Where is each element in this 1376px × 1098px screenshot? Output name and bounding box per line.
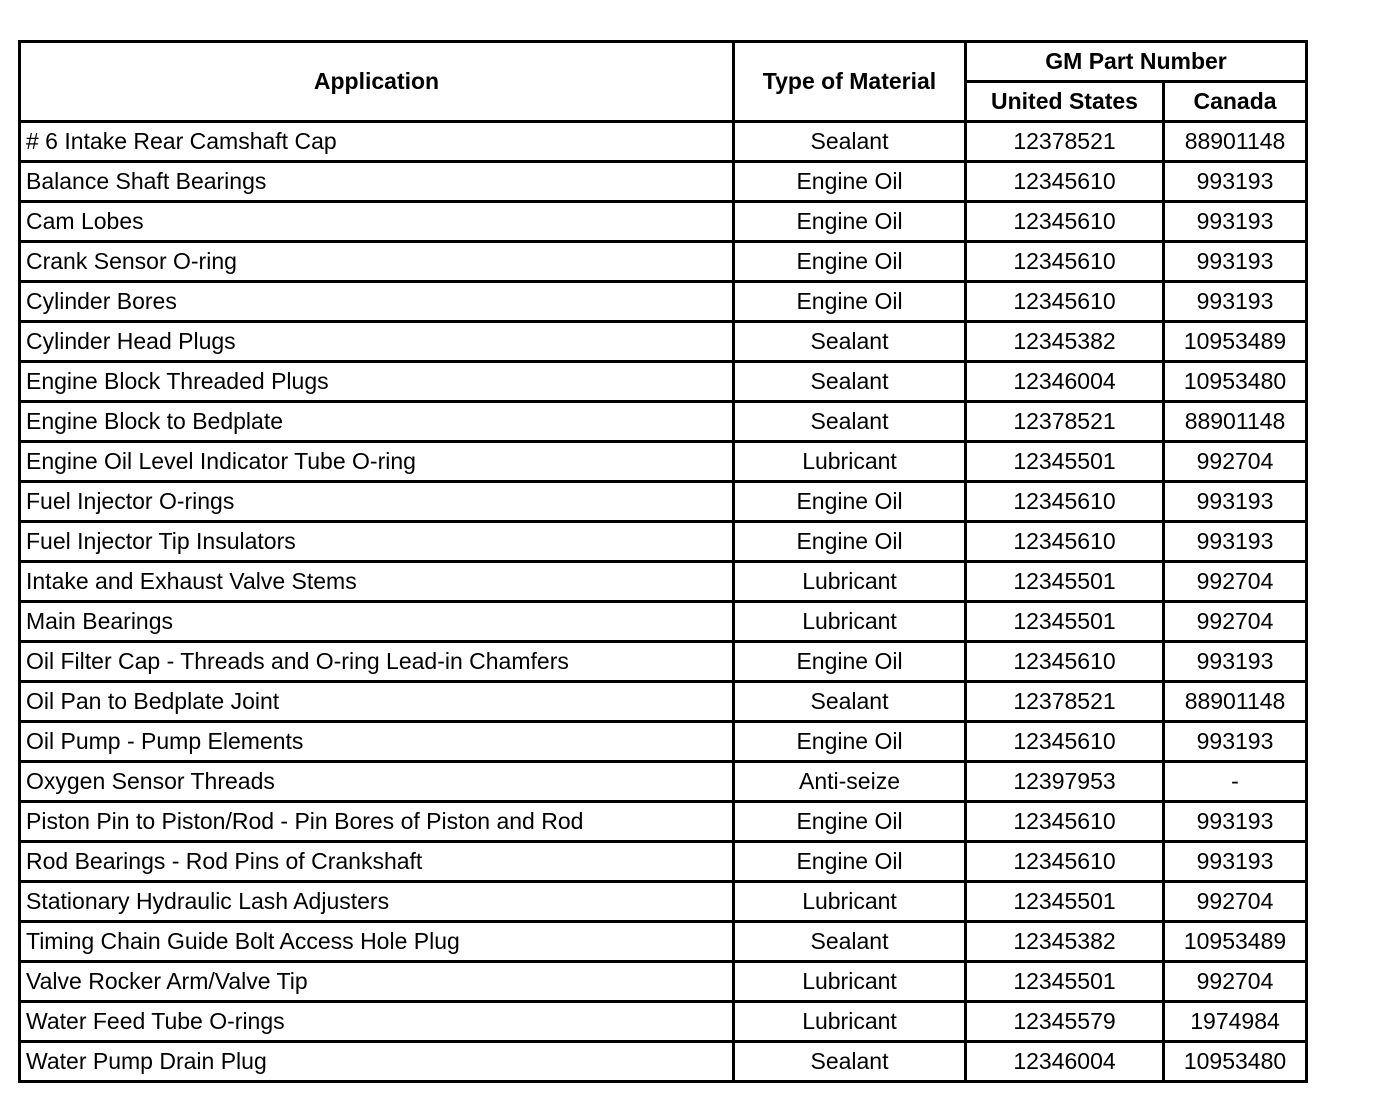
cell-application: Stationary Hydraulic Lash Adjusters	[20, 882, 734, 922]
table-row	[20, 722, 1307, 762]
table-row	[20, 1042, 1307, 1082]
table-row	[20, 482, 1307, 522]
table-row	[20, 1002, 1307, 1042]
table-row	[20, 842, 1307, 882]
table-row	[20, 682, 1307, 722]
table-row	[20, 802, 1307, 842]
cell-application: Fuel Injector O-rings	[20, 482, 734, 522]
cell-material: Lubricant	[734, 882, 966, 922]
cell-us-part-number: 12378521	[966, 402, 1164, 442]
cell-canada-part-number: 88901148	[1164, 682, 1307, 722]
header-canada: Canada	[1164, 82, 1307, 122]
cell-application: Oil Pump - Pump Elements	[20, 722, 734, 762]
cell-application: Crank Sensor O-ring	[20, 242, 734, 282]
cell-material: Engine Oil	[734, 522, 966, 562]
cell-canada-part-number: 88901148	[1164, 402, 1307, 442]
cell-application: Oxygen Sensor Threads	[20, 762, 734, 802]
cell-us-part-number: 12345610	[966, 482, 1164, 522]
cell-application: Water Feed Tube O-rings	[20, 1002, 734, 1042]
cell-material: Engine Oil	[734, 642, 966, 682]
cell-us-part-number: 12345610	[966, 202, 1164, 242]
cell-application: Oil Pan to Bedplate Joint	[20, 682, 734, 722]
table-row	[20, 122, 1307, 162]
cell-canada-part-number: 10953480	[1164, 1042, 1307, 1082]
cell-material: Engine Oil	[734, 842, 966, 882]
table-row	[20, 402, 1307, 442]
cell-canada-part-number: 993193	[1164, 722, 1307, 762]
cell-canada-part-number: 993193	[1164, 642, 1307, 682]
table-row	[20, 322, 1307, 362]
cell-canada-part-number: 1974984	[1164, 1002, 1307, 1042]
cell-material: Lubricant	[734, 962, 966, 1002]
cell-material: Engine Oil	[734, 482, 966, 522]
cell-us-part-number: 12345610	[966, 282, 1164, 322]
cell-us-part-number: 12345501	[966, 602, 1164, 642]
cell-application: Oil Filter Cap - Threads and O-ring Lead-in Chamfers	[20, 642, 734, 682]
table-row	[20, 602, 1307, 642]
cell-material: Sealant	[734, 362, 966, 402]
cell-canada-part-number: 992704	[1164, 602, 1307, 642]
header-united-states: United States	[966, 82, 1164, 122]
table-row	[20, 562, 1307, 602]
cell-application: Cylinder Head Plugs	[20, 322, 734, 362]
cell-material: Lubricant	[734, 442, 966, 482]
cell-application: Rod Bearings - Rod Pins of Crankshaft	[20, 842, 734, 882]
cell-material: Sealant	[734, 922, 966, 962]
cell-application: Engine Block Threaded Plugs	[20, 362, 734, 402]
cell-canada-part-number: 992704	[1164, 442, 1307, 482]
cell-us-part-number: 12345382	[966, 322, 1164, 362]
table-row	[20, 162, 1307, 202]
cell-material: Engine Oil	[734, 202, 966, 242]
cell-us-part-number: 12345610	[966, 522, 1164, 562]
cell-application: Cylinder Bores	[20, 282, 734, 322]
cell-canada-part-number: 993193	[1164, 162, 1307, 202]
cell-canada-part-number: 10953489	[1164, 322, 1307, 362]
table-row	[20, 242, 1307, 282]
table-row	[20, 442, 1307, 482]
cell-material: Engine Oil	[734, 162, 966, 202]
cell-canada-part-number: 993193	[1164, 802, 1307, 842]
cell-canada-part-number: 993193	[1164, 242, 1307, 282]
table-row	[20, 922, 1307, 962]
cell-us-part-number: 12345610	[966, 842, 1164, 882]
table-row	[20, 202, 1307, 242]
cell-application: Balance Shaft Bearings	[20, 162, 734, 202]
cell-material: Sealant	[734, 322, 966, 362]
cell-application: Timing Chain Guide Bolt Access Hole Plug	[20, 922, 734, 962]
cell-material: Sealant	[734, 1042, 966, 1082]
cell-us-part-number: 12345610	[966, 162, 1164, 202]
cell-application: # 6 Intake Rear Camshaft Cap	[20, 122, 734, 162]
cell-us-part-number: 12345610	[966, 722, 1164, 762]
cell-us-part-number: 12345610	[966, 642, 1164, 682]
cell-material: Anti-seize	[734, 762, 966, 802]
cell-application: Main Bearings	[20, 602, 734, 642]
table-row	[20, 762, 1307, 802]
cell-us-part-number: 12378521	[966, 682, 1164, 722]
cell-material: Lubricant	[734, 1002, 966, 1042]
cell-us-part-number: 12345501	[966, 442, 1164, 482]
cell-us-part-number: 12346004	[966, 362, 1164, 402]
cell-us-part-number: 12345501	[966, 962, 1164, 1002]
cell-canada-part-number: 993193	[1164, 282, 1307, 322]
header-application: Application	[20, 42, 734, 122]
cell-us-part-number: 12345610	[966, 802, 1164, 842]
cell-application: Intake and Exhaust Valve Stems	[20, 562, 734, 602]
cell-us-part-number: 12346004	[966, 1042, 1164, 1082]
cell-us-part-number: 12378521	[966, 122, 1164, 162]
cell-material: Lubricant	[734, 562, 966, 602]
table-row	[20, 522, 1307, 562]
cell-material: Engine Oil	[734, 242, 966, 282]
cell-application: Fuel Injector Tip Insulators	[20, 522, 734, 562]
cell-material: Engine Oil	[734, 722, 966, 762]
cell-canada-part-number: -	[1164, 762, 1307, 802]
cell-application: Engine Oil Level Indicator Tube O-ring	[20, 442, 734, 482]
cell-us-part-number: 12345610	[966, 242, 1164, 282]
cell-canada-part-number: 992704	[1164, 882, 1307, 922]
cell-us-part-number: 12345382	[966, 922, 1164, 962]
cell-us-part-number: 12345579	[966, 1002, 1164, 1042]
table-row	[20, 362, 1307, 402]
cell-canada-part-number: 992704	[1164, 562, 1307, 602]
table-row	[20, 962, 1307, 1002]
cell-application: Cam Lobes	[20, 202, 734, 242]
cell-application: Engine Block to Bedplate	[20, 402, 734, 442]
cell-canada-part-number: 993193	[1164, 202, 1307, 242]
table-row	[20, 642, 1307, 682]
table-row	[20, 282, 1307, 322]
cell-application: Water Pump Drain Plug	[20, 1042, 734, 1082]
cell-material: Engine Oil	[734, 802, 966, 842]
header-material: Type of Material	[734, 42, 966, 122]
cell-us-part-number: 12345501	[966, 882, 1164, 922]
table-row	[20, 882, 1307, 922]
cell-canada-part-number: 993193	[1164, 522, 1307, 562]
cell-application: Valve Rocker Arm/Valve Tip	[20, 962, 734, 1002]
cell-canada-part-number: 992704	[1164, 962, 1307, 1002]
cell-material: Sealant	[734, 122, 966, 162]
table-header	[20, 42, 1307, 122]
cell-material: Sealant	[734, 682, 966, 722]
table-body	[20, 122, 1307, 1082]
cell-material: Engine Oil	[734, 282, 966, 322]
header-gm-part-number: GM Part Number	[966, 42, 1307, 82]
cell-us-part-number: 12397953	[966, 762, 1164, 802]
cell-us-part-number: 12345501	[966, 562, 1164, 602]
cell-canada-part-number: 10953480	[1164, 362, 1307, 402]
cell-canada-part-number: 10953489	[1164, 922, 1307, 962]
cell-canada-part-number: 88901148	[1164, 122, 1307, 162]
cell-material: Lubricant	[734, 602, 966, 642]
cell-canada-part-number: 993193	[1164, 842, 1307, 882]
cell-canada-part-number: 993193	[1164, 482, 1307, 522]
cell-material: Sealant	[734, 402, 966, 442]
cell-application: Piston Pin to Piston/Rod - Pin Bores of Piston and Rod	[20, 802, 734, 842]
parts-table	[18, 40, 1308, 1083]
